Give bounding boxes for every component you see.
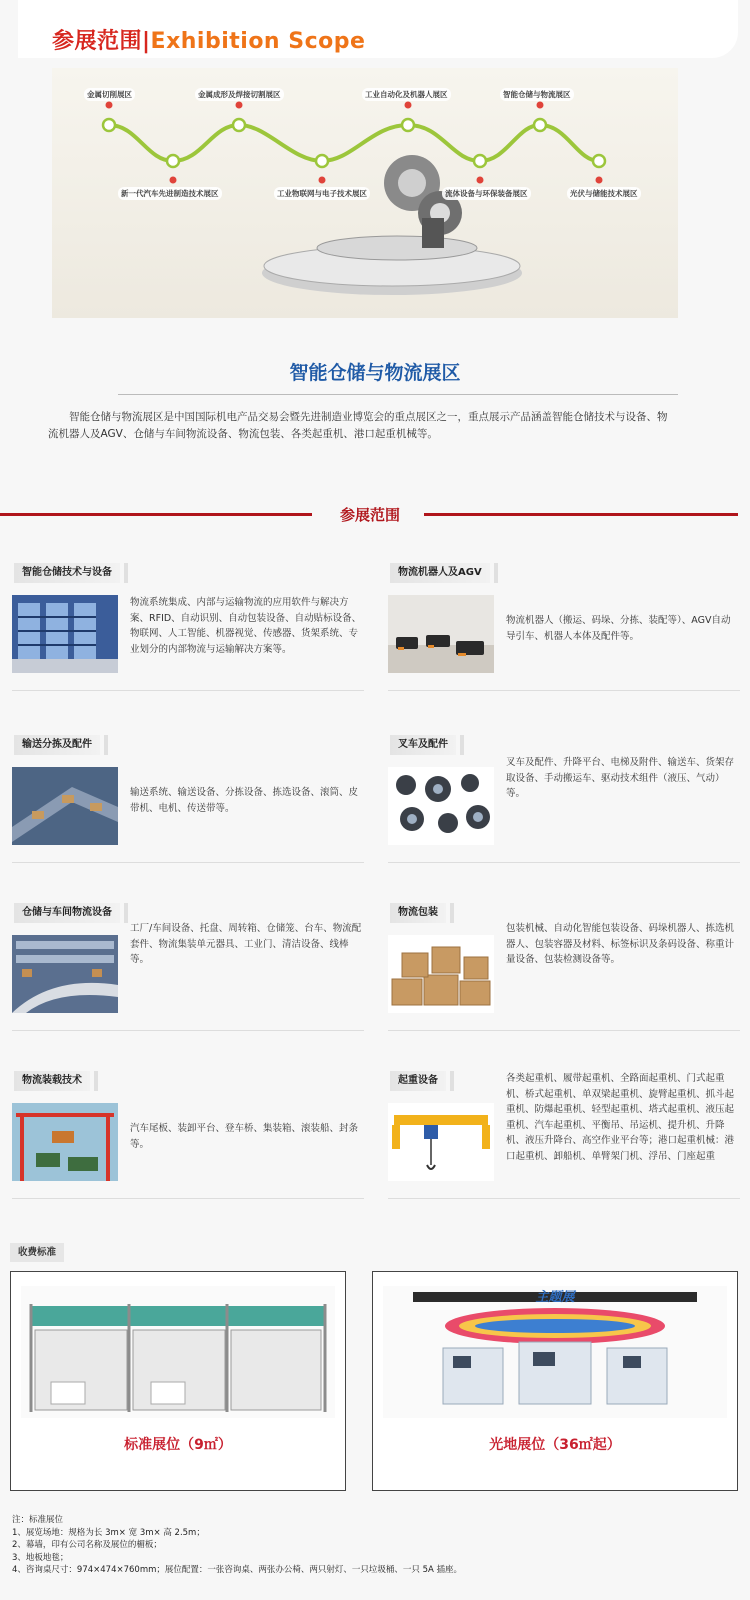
zone-label-top: 工业自动化及机器人展区	[362, 88, 451, 101]
scope-title: 参展范围	[339, 506, 400, 524]
divider	[118, 394, 678, 395]
category-card	[388, 1071, 740, 1199]
category-card	[12, 1071, 364, 1199]
fee-notes	[12, 1514, 462, 1577]
card-rule	[388, 862, 740, 863]
category-card	[12, 735, 364, 863]
conveyor-image	[12, 767, 118, 845]
title-en: Exhibition Scope	[150, 29, 366, 54]
container-loading-image	[12, 1103, 118, 1181]
space-booth-caption: 光地展位（36㎡起）	[489, 1437, 621, 1453]
category-tag: 仓储与车间物流设备	[14, 903, 120, 923]
red-divider-left	[0, 513, 312, 516]
hall-title: 智能仓储与物流展区	[289, 362, 461, 384]
zone-label-bottom: 工业物联网与电子技术展区	[274, 187, 370, 200]
category-tag: 物流机器人及AGV	[390, 563, 490, 583]
standard-booth-image	[21, 1286, 335, 1418]
category-card	[12, 563, 364, 691]
note-line: 注：标准展位	[12, 1515, 64, 1525]
page-title	[52, 24, 365, 55]
zone-label-top: 智能仓储与物流展区	[500, 88, 574, 101]
card-rule	[12, 1198, 364, 1199]
category-card	[388, 903, 740, 1031]
card-rule	[388, 1198, 740, 1199]
category-card	[388, 735, 740, 863]
warehouse-shelving-image	[12, 595, 118, 673]
category-desc: 叉车及配件、升降平台、电梯及附件、输送车、货架存取设备、手动搬运车、驱动技术组件（液压、气动）等。	[506, 757, 735, 799]
note-line: 1、展览场地：规格为长 3m× 宽 3m× 高 2.5m；	[12, 1527, 205, 1538]
card-rule	[12, 862, 364, 863]
category-tag: 输送分拣及配件	[14, 735, 100, 755]
category-desc: 各类起重机、履带起重机、全路面起重机、门式起重机、桥式起重机、单双梁起重机、旋臂起重机、抓斗起重机、防爆起重机、轻型起重机、塔式起重机、液压起重机、汽车起重机、平衡吊、吊运机、提升机、升降机、液压升降台、高空作业平台等；港口起重机械：港口起重机、卸船机、单臂架门机、浮吊、门座起重	[506, 1073, 735, 1162]
gear-robot-icon	[384, 155, 462, 248]
category-tag: 智能仓储技术与设备	[14, 563, 120, 583]
note-line: 2、幕墙，印有公司名称及展位的楣板；	[12, 1540, 162, 1550]
fee-tag: 收费标准	[10, 1243, 64, 1262]
booth-brand-text: 主题展	[535, 1290, 575, 1305]
forklift-parts-image	[388, 767, 494, 845]
card-rule	[388, 1030, 740, 1031]
standard-booth-caption: 标准展位（9㎡）	[124, 1437, 232, 1453]
standard-booth-card	[10, 1271, 346, 1491]
card-rule	[12, 690, 364, 691]
category-tag: 起重设备	[390, 1071, 446, 1091]
category-card	[388, 563, 740, 691]
note-line: 4、咨询桌尺寸：974×474×760mm；展位配置：一张咨询桌、两张办公椅、两只射灯、一只垃圾桶、一只 5A 插座。	[12, 1565, 463, 1575]
zone-label-bottom: 流体设备与环保装备展区	[442, 187, 531, 200]
hall-intro: 智能仓储与物流展区是中国国际机电产品交易会暨先进制造业博览会的重点展区之一，重点展示产品涵盖智能仓储技术与设备、物流机器人及AGV、仓储与车间物流设备、物流包装、各类起重机、港口起重机械等。	[48, 411, 668, 440]
category-tag: 物流包装	[390, 903, 446, 923]
workshop-logistics-image	[12, 935, 118, 1013]
space-booth-image	[383, 1286, 727, 1418]
zone-label-bottom: 光伏与储能技术展区	[567, 187, 641, 200]
category-desc: 工厂/车间设备、托盘、周转箱、仓储笼、台车、物流配套件、物流集装单元器具、工业门、清洁设备、线棒等。	[130, 923, 362, 965]
category-tag: 叉车及配件	[390, 735, 456, 755]
category-desc: 物流系统集成、内部与运输物流的应用软件与解决方案、RFID、自动识别、自动包装设备、自动贴标设备、物联网、人工智能、机器视觉、传感器、货架系统、专业划分的内部物流与运输解决方案等。	[130, 597, 362, 655]
zone-map	[52, 68, 678, 318]
zone-label-top: 金属成形及焊接切割展区	[195, 88, 284, 101]
title-cn: 参展范围|	[52, 29, 151, 54]
category-desc: 物流机器人（搬运、码垛、分拣、装配等）、AGV自动导引车、机器人本体及配件等。	[506, 615, 731, 642]
category-tag: 物流装载技术	[14, 1071, 90, 1091]
zone-label-top: 金属切削展区	[84, 88, 135, 101]
category-card	[12, 903, 364, 1031]
category-desc: 包装机械、自动化智能包装设备、码垛机器人、拣选机器人、包装容器及材料、标签标识及条码设备、称重计量设备、包装检测设备等。	[506, 923, 735, 965]
zone-label-bottom: 新一代汽车先进制造技术展区	[118, 187, 222, 200]
card-rule	[12, 1030, 364, 1031]
card-rule	[388, 690, 740, 691]
category-desc: 汽车尾板、装卸平台、登车桥、集装箱、滚装船、封条等。	[130, 1123, 359, 1150]
cardboard-boxes-image	[388, 935, 494, 1013]
note-line: 3、地板地毯；	[12, 1552, 69, 1563]
agv-robot-image	[388, 595, 494, 673]
overhead-crane-image	[388, 1103, 494, 1181]
category-desc: 输送系统、输送设备、分拣设备、拣选设备、滚筒、皮带机、电机、传送带等。	[130, 787, 359, 814]
red-divider-right	[424, 513, 738, 516]
space-booth-card	[372, 1271, 738, 1491]
